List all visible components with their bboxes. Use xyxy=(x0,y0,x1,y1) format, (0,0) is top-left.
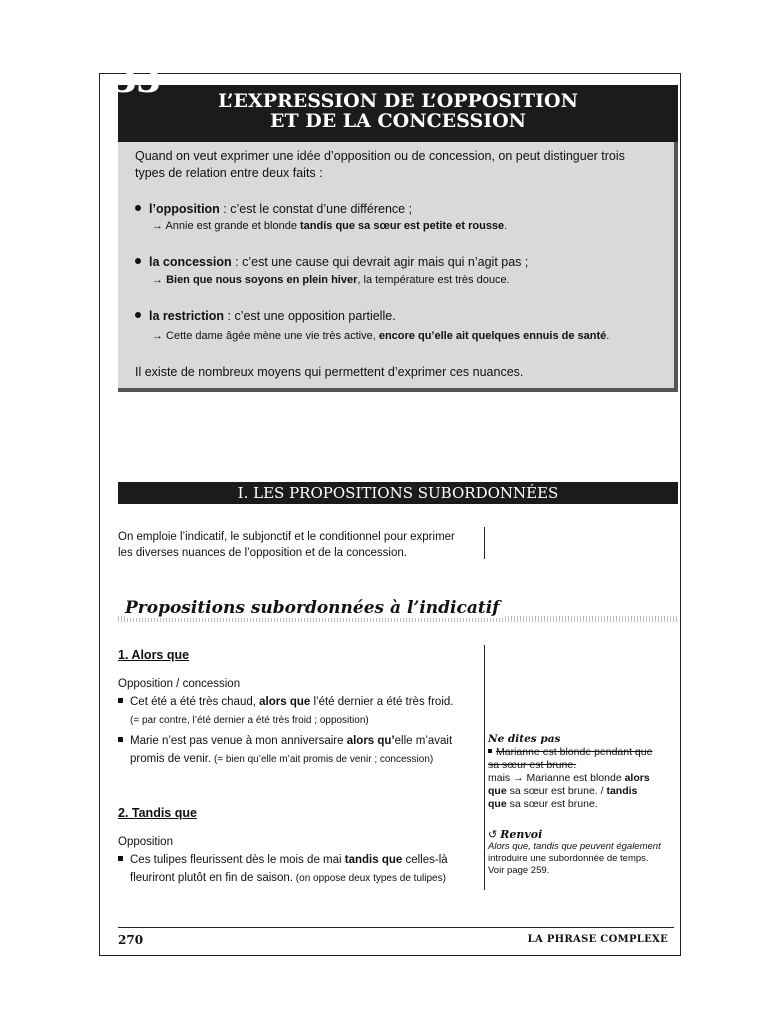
intro-example-restriction: → Cette dame âgée mène une vie très active, encore qu’elle ait quelques ennuis de santé. xyxy=(152,330,610,342)
sidebar-right-3: que sa sœur est brune. xyxy=(488,798,598,810)
arrow-icon: → xyxy=(152,274,163,286)
chapter-title-line1: L’EXPRESSION DE L’OPPOSITION xyxy=(218,90,578,112)
sidebar-renvoi-1: Alors que, tandis que peuvent également xyxy=(488,841,661,852)
intro-item-concession: la concession : c’est une cause qui devrait agir mais qui n’agit pas ; xyxy=(135,254,664,271)
item2-label: Opposition xyxy=(118,836,173,848)
section-intro-1: On emploie l’indicatif, le subjonctif et le conditionnel pour exprimer xyxy=(118,531,455,543)
chapter-title-line2: ET DE LA CONCESSION xyxy=(270,110,526,132)
item1-bullet1: Cet été a été très chaud, alors que l’été dernier a été très froid. xyxy=(118,694,453,710)
intro-example-concession: → Bien que nous soyons en plein hiver, la température est très douce. xyxy=(152,274,510,286)
chapter-number: 33 xyxy=(112,59,161,101)
square-bullet-icon xyxy=(488,749,492,753)
sidebar-renvoi-3: Voir page 259. xyxy=(488,865,550,876)
sidebar-renvoi-2: introduire une subordonnée de temps. xyxy=(488,853,649,864)
subsection-title: Propositions subordonnées à l’indicatif xyxy=(125,598,505,618)
item2-bullet1-cont: fleuriront plutôt en fin de saison. (on oppose deux types de tulipes) xyxy=(130,872,446,884)
intro-item-restriction: la restriction : c’est une opposition partielle. xyxy=(135,308,664,325)
sidebar-wrong-1: Marianne est blonde pendant que xyxy=(488,746,678,759)
item2-heading: 2. Tandis que xyxy=(118,806,197,820)
square-bullet-icon xyxy=(118,737,123,742)
sidebar-renvoi xyxy=(488,829,678,877)
footer-rule xyxy=(118,927,674,928)
arrow-icon: → xyxy=(152,330,163,342)
square-bullet-icon xyxy=(118,856,123,861)
running-title: LA PHRASE COMPLEXE xyxy=(527,934,668,945)
square-bullet-icon xyxy=(118,698,123,703)
arrow-icon: → xyxy=(513,772,524,784)
sidebar-ne-dites-pas xyxy=(488,733,678,811)
bullet-icon xyxy=(135,312,141,318)
margin-rule-main xyxy=(484,645,485,890)
item1-label: Opposition / concession xyxy=(118,678,241,690)
section-title: I. LES PROPOSITIONS SUBORDONNÉES xyxy=(118,482,678,504)
item1-bullet2-cont: promis de venir. (= bien qu’elle m’ait promis de venir ; concession) xyxy=(130,753,434,765)
item2-bullet1: Ces tulipes fleurissent dès le mois de mai tandis que celles-là xyxy=(118,852,448,868)
sidebar-renvoi-heading: ↺ Renvoi xyxy=(488,828,543,841)
intro-item-opposition: l’opposition : c’est le constat d’une différence ; xyxy=(135,201,664,218)
arrow-icon: → xyxy=(152,220,163,232)
bullet-icon xyxy=(135,258,141,264)
intro-box xyxy=(118,142,678,392)
item1-heading: 1. Alors que xyxy=(118,648,190,662)
intro-lead-2: types de relation entre deux faits : xyxy=(135,166,323,180)
item1-bullet1-note: (= par contre, l’été dernier a été très froid ; opposition) xyxy=(130,715,369,726)
sidebar-wrong-2: sa sœur est brune. xyxy=(488,759,577,771)
section-intro-2: les diverses nuances de l’opposition et de la concession. xyxy=(118,547,407,559)
intro-lead-1: Quand on veut exprimer une idée d’opposition ou de concession, on peut distinguer trois xyxy=(135,149,625,163)
sidebar-right-2: que sa sœur est brune. / tandis xyxy=(488,785,638,797)
renvoi-arrow-icon: ↺ xyxy=(488,829,498,841)
margin-rule-top xyxy=(484,527,485,559)
page-number: 270 xyxy=(118,933,144,947)
chapter-title xyxy=(118,91,678,131)
bullet-icon xyxy=(135,205,141,211)
intro-closing: Il existe de nombreux moyens qui permettent d’exprimer ces nuances. xyxy=(135,365,524,379)
sidebar-right-1: mais → Marianne est blonde alors xyxy=(488,772,650,784)
item1-bullet2: Marie n’est pas venue à mon anniversaire alors qu’elle m’avait xyxy=(118,733,452,749)
sidebar-ne-dites-title: Ne dites pas xyxy=(488,733,561,745)
intro-example-opposition: → Annie est grande et blonde tandis que sa sœur est petite et rousse. xyxy=(152,220,508,232)
